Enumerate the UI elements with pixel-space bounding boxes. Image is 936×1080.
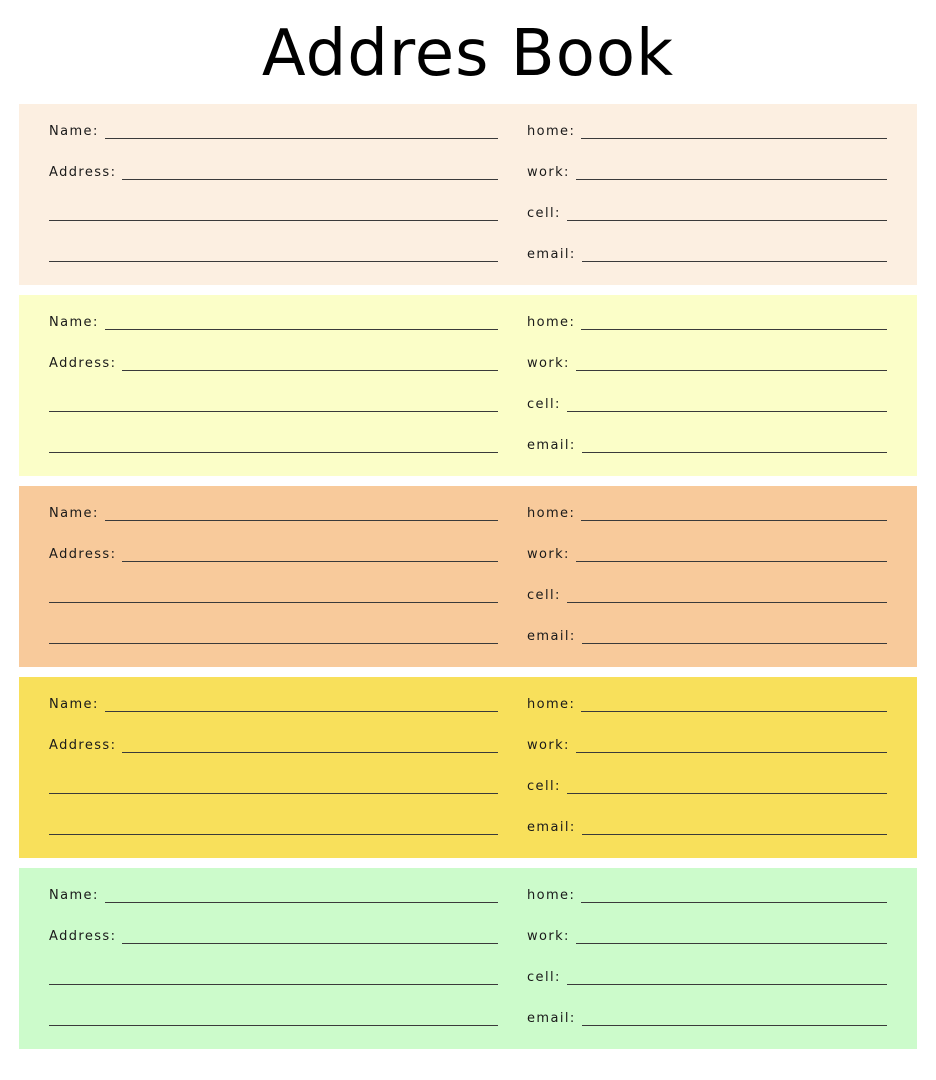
address-label: Address: <box>49 165 117 180</box>
cell-field-line[interactable] <box>567 411 887 412</box>
address-field-line[interactable] <box>122 370 498 371</box>
work-label: work: <box>527 929 570 944</box>
address-entry-card <box>19 868 917 1049</box>
email-field-line[interactable] <box>582 643 887 644</box>
address-entry-card <box>19 486 917 667</box>
name-label: Name: <box>49 888 99 903</box>
entry-left-column <box>49 887 498 1049</box>
work-field-line[interactable] <box>576 179 887 180</box>
entry-left-column <box>49 314 498 476</box>
work-field-line[interactable] <box>576 370 887 371</box>
address-entry-card <box>19 677 917 858</box>
email-row <box>527 796 887 837</box>
address-line-3-row <box>49 223 498 264</box>
address-line-3-row <box>49 414 498 455</box>
address-label: Address: <box>49 929 117 944</box>
name-field-line[interactable] <box>105 902 498 903</box>
name-label: Name: <box>49 124 99 139</box>
name-row <box>49 505 498 523</box>
address-field-line[interactable] <box>122 752 498 753</box>
address-entry-card <box>19 104 917 285</box>
cell-field-line[interactable] <box>567 602 887 603</box>
address-line-2[interactable] <box>49 984 498 985</box>
address-line-2[interactable] <box>49 220 498 221</box>
name-row <box>49 314 498 332</box>
cell-row <box>527 564 887 605</box>
entry-left-column <box>49 123 498 285</box>
email-label: email: <box>527 629 576 644</box>
home-row <box>527 505 887 523</box>
work-label: work: <box>527 165 570 180</box>
home-label: home: <box>527 124 576 139</box>
cell-field-line[interactable] <box>567 984 887 985</box>
cell-row <box>527 182 887 223</box>
name-label: Name: <box>49 697 99 712</box>
address-line-2-row <box>49 373 498 414</box>
email-field-line[interactable] <box>582 452 887 453</box>
address-line-2-row <box>49 946 498 987</box>
name-label: Name: <box>49 506 99 521</box>
home-field-line[interactable] <box>581 138 887 139</box>
home-row <box>527 696 887 714</box>
address-line-2[interactable] <box>49 602 498 603</box>
home-label: home: <box>527 315 576 330</box>
email-label: email: <box>527 1011 576 1026</box>
email-label: email: <box>527 438 576 453</box>
entry-right-column <box>527 123 887 285</box>
cell-label: cell: <box>527 206 561 221</box>
work-row <box>527 523 887 564</box>
name-label: Name: <box>49 315 99 330</box>
email-row <box>527 414 887 455</box>
email-field-line[interactable] <box>582 261 887 262</box>
address-line-3-row <box>49 796 498 837</box>
work-label: work: <box>527 738 570 753</box>
page-title: Addres Book <box>261 17 675 91</box>
address-row <box>49 332 498 373</box>
work-row <box>527 141 887 182</box>
address-row <box>49 141 498 182</box>
name-field-line[interactable] <box>105 138 498 139</box>
cell-row <box>527 755 887 796</box>
home-label: home: <box>527 506 576 521</box>
entry-left-column <box>49 696 498 858</box>
address-line-2-row <box>49 755 498 796</box>
address-label: Address: <box>49 738 117 753</box>
email-field-line[interactable] <box>582 834 887 835</box>
name-row <box>49 887 498 905</box>
work-row <box>527 905 887 946</box>
address-line-2[interactable] <box>49 793 498 794</box>
address-line-3[interactable] <box>49 643 498 644</box>
cell-field-line[interactable] <box>567 220 887 221</box>
email-label: email: <box>527 820 576 835</box>
home-row <box>527 314 887 332</box>
work-label: work: <box>527 547 570 562</box>
name-field-line[interactable] <box>105 329 498 330</box>
email-row <box>527 605 887 646</box>
address-label: Address: <box>49 547 117 562</box>
email-row <box>527 223 887 264</box>
address-line-2[interactable] <box>49 411 498 412</box>
address-line-3-row <box>49 605 498 646</box>
address-line-3[interactable] <box>49 834 498 835</box>
cell-row <box>527 373 887 414</box>
cell-field-line[interactable] <box>567 793 887 794</box>
cell-label: cell: <box>527 588 561 603</box>
name-row <box>49 123 498 141</box>
work-row <box>527 332 887 373</box>
cell-label: cell: <box>527 970 561 985</box>
work-row <box>527 714 887 755</box>
address-field-line[interactable] <box>122 179 498 180</box>
address-entry-card <box>19 295 917 476</box>
name-field-line[interactable] <box>105 711 498 712</box>
name-field-line[interactable] <box>105 520 498 521</box>
address-line-3[interactable] <box>49 1025 498 1026</box>
address-field-line[interactable] <box>122 943 498 944</box>
address-label: Address: <box>49 356 117 371</box>
email-row <box>527 987 887 1028</box>
email-field-line[interactable] <box>582 1025 887 1026</box>
home-row <box>527 123 887 141</box>
address-line-2-row <box>49 564 498 605</box>
work-field-line[interactable] <box>576 561 887 562</box>
entry-left-column <box>49 505 498 667</box>
email-label: email: <box>527 247 576 262</box>
address-entries <box>19 104 917 1059</box>
address-line-2-row <box>49 182 498 223</box>
address-row <box>49 714 498 755</box>
home-label: home: <box>527 888 576 903</box>
work-field-line[interactable] <box>576 943 887 944</box>
address-row <box>49 523 498 564</box>
address-field-line[interactable] <box>122 561 498 562</box>
cell-row <box>527 946 887 987</box>
entry-right-column <box>527 505 887 667</box>
work-field-line[interactable] <box>576 752 887 753</box>
home-field-line[interactable] <box>581 711 887 712</box>
address-row <box>49 905 498 946</box>
name-row <box>49 696 498 714</box>
address-line-3-row <box>49 987 498 1028</box>
address-line-3[interactable] <box>49 452 498 453</box>
cell-label: cell: <box>527 397 561 412</box>
home-label: home: <box>527 697 576 712</box>
work-label: work: <box>527 356 570 371</box>
entry-right-column <box>527 696 887 858</box>
entry-right-column <box>527 887 887 1049</box>
address-line-3[interactable] <box>49 261 498 262</box>
cell-label: cell: <box>527 779 561 794</box>
home-row <box>527 887 887 905</box>
home-field-line[interactable] <box>581 902 887 903</box>
entry-right-column <box>527 314 887 476</box>
home-field-line[interactable] <box>581 520 887 521</box>
home-field-line[interactable] <box>581 329 887 330</box>
